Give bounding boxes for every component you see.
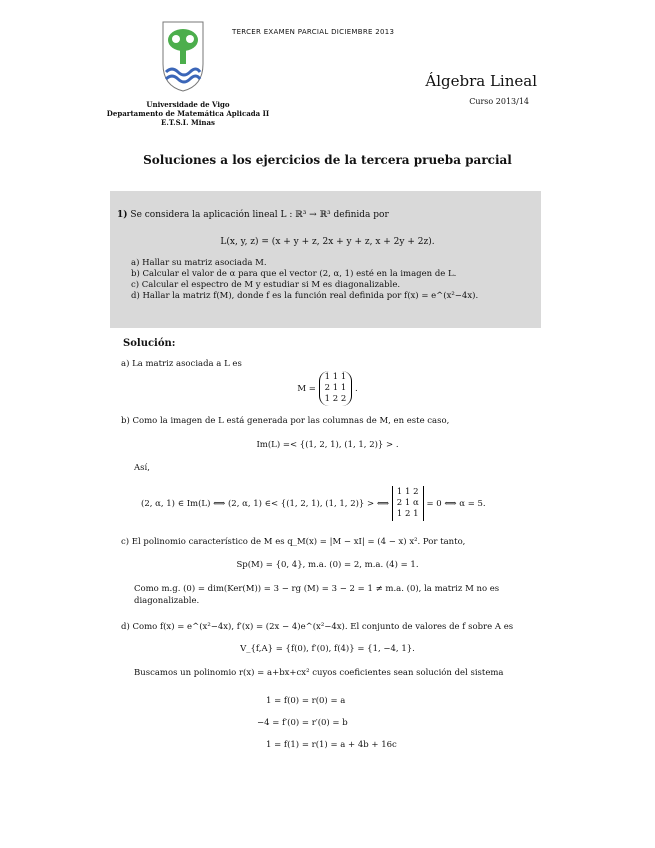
matrix-row: 1 1 1	[324, 372, 347, 382]
matrix-m	[319, 371, 353, 406]
institution-block	[100, 100, 276, 127]
matrix-end: .	[354, 384, 358, 394]
solution-d-system	[257, 690, 397, 756]
solution-heading: Solución:	[123, 338, 176, 349]
matrix-row: 1 2 2	[324, 394, 347, 404]
solution-c-equation: Sp(M) = {0, 4}, m.a. (0) = 2, m.a. (4) = 1.	[236, 560, 419, 570]
solution-b-equation: Im(L) =< {(1, 2, 1), (1, 1, 2)} > .	[256, 440, 399, 450]
determinant	[392, 486, 424, 521]
det-row: 1 2 1	[396, 509, 419, 519]
question-parts	[131, 258, 478, 302]
b-eq2-right: = 0 ⟺ α = 5.	[426, 499, 486, 509]
course-title: Álgebra Lineal	[425, 72, 537, 90]
det-row: 1 1 2	[396, 487, 419, 497]
question-intro	[117, 210, 389, 220]
solution-c-text: c) El polinomio característico de M es q_M(x) = |M − xI| = (4 − x) x². Por tanto,	[121, 537, 466, 547]
solution-a-text: a) La matriz asociada a L es	[121, 359, 242, 369]
institution-line: E.T.S.I. Minas	[161, 118, 215, 127]
matrix-lhs: M =	[297, 384, 316, 394]
university-logo	[160, 20, 206, 92]
question-part: b) Calcular el valor de α para que el vector (2, α, 1) esté en la imagen de L.	[131, 269, 457, 279]
question-text: Se considera la aplicación lineal L : ℝ³ → ℝ³ definida por	[130, 210, 389, 220]
solution-b-equation-2	[141, 486, 486, 521]
course-year: Curso 2013/14	[469, 97, 529, 106]
question-number: 1)	[117, 210, 128, 220]
det-row: 2 1 α	[396, 498, 419, 508]
institution-line: Universidade de Vigo	[146, 100, 230, 109]
solution-b-asi: Así,	[134, 463, 150, 473]
system-line: −4 = f′(0) = r′(0) = b	[257, 718, 348, 728]
exam-title: TERCER EXAMEN PARCIAL DICIEMBRE 2013	[232, 28, 395, 36]
institution-line: Departamento de Matemática Aplicada II	[106, 109, 270, 118]
solution-a-matrix-line	[0, 371, 655, 406]
solution-d-text: d) Como f(x) = e^(x²−4x), f′(x) = (2x − 4)e^(x²−4x). El conjunto de valores de f sobre A es	[121, 622, 514, 632]
question-part: d) Hallar la matriz f(M), donde f es la función real definida por f(x) = e^(x²−4x).	[131, 291, 479, 301]
solution-d-text-2: Buscamos un polinomio r(x) = a+bx+cx² cuyos coeficientes sean solución del sistema	[134, 668, 504, 678]
b-eq2-left: (2, α, 1) ∈ Im(L) ⟺ (2, α, 1) ∈< {(1, 2, 1), (1, 1, 2)} > ⟺	[141, 499, 390, 509]
matrix-row: 2 1 1	[324, 383, 347, 393]
question-equation: L(x, y, z) = (x + y + z, 2x + y + z, x + 2y + 2z).	[220, 237, 435, 247]
system-line: 1 = f(1) = r(1) = a + 4b + 16c	[266, 740, 397, 750]
question-part: a) Hallar su matriz asociada M.	[131, 258, 267, 268]
solution-b-text: b) Como la imagen de L está generada por las columnas de M, en este caso,	[121, 416, 450, 426]
solution-c-note: Como m.g. (0) = dim(Ker(M)) = 3 − rg (M) = 3 − 2 = 1 ≠ m.a. (0), la matriz M no es diagonalizable.	[134, 584, 500, 606]
page-subtitle: Soluciones a los ejercicios de la tercera prueba parcial	[143, 153, 512, 167]
system-line: 1 = f(0) = r(0) = a	[266, 696, 346, 706]
question-part: c) Calcular el espectro de M y estudiar si M es diagonalizable.	[131, 280, 401, 290]
solution-d-equation: V_{f,A} = {f(0), f′(0), f(4)} = {1, −4, 1}.	[240, 644, 415, 654]
